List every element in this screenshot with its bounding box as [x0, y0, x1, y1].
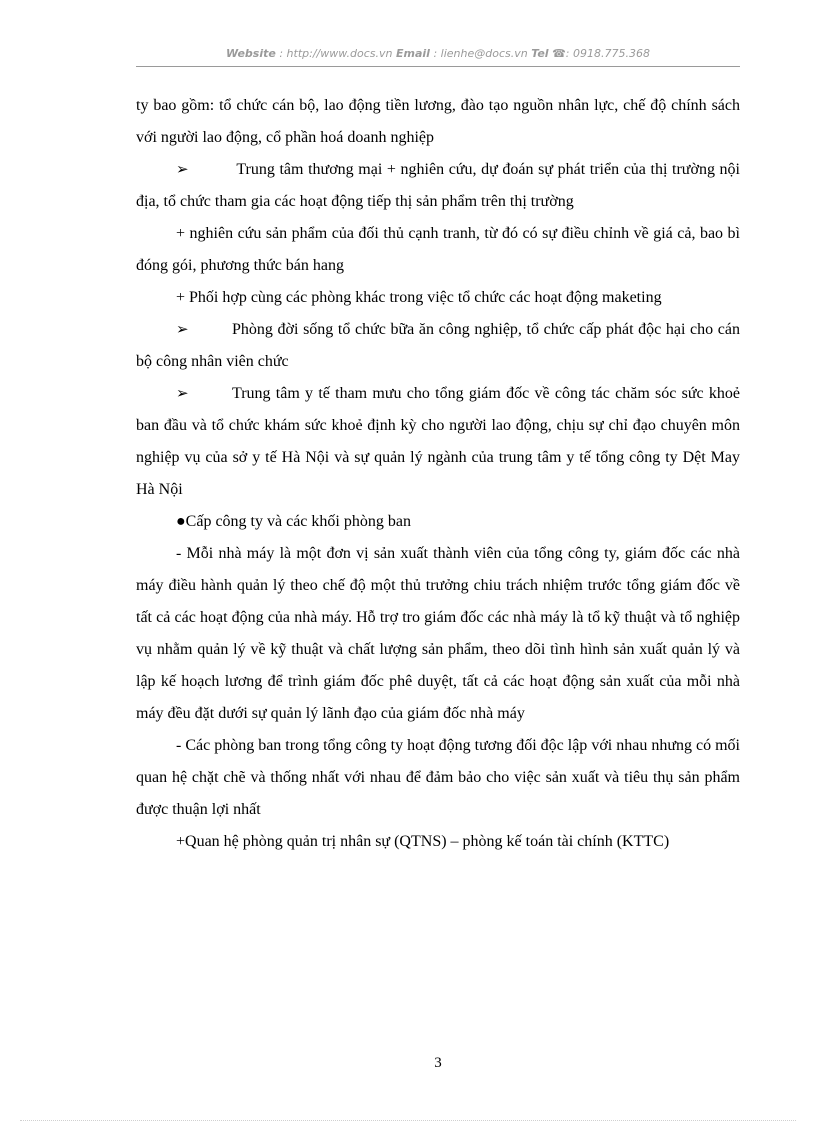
paragraph-2 — [136, 154, 740, 218]
website-label: Website — [226, 47, 276, 60]
paragraph-10: +Quan hệ phòng quản trị nhân sự (QTNS) – phòng kế toán tài chính (KTTC) — [176, 833, 670, 850]
page-number: 3 — [434, 1055, 442, 1071]
arrow-bullet-icon: ➢ — [176, 322, 189, 338]
document-body — [136, 90, 740, 858]
page-header — [136, 47, 740, 60]
paragraph-text: Phòng đời sống tổ chức bữa ăn công nghiệp, tổ chức cấp phát độc hại cho cán bộ công nhân viên chức — [136, 321, 740, 370]
paragraph-8: - Mỗi nhà máy là một đơn vị sản xuất thành viên của tổng công ty, giám đốc các nhà máy điều hành quản lý theo chế độ một thủ trưởng chiu trách nhiệm trước tổng giám đốc về tất cả các hoạt động của nhà máy. Hỗ trợ tro giám đốc các nhà máy là tổ kỹ thuật và tổ nghiệp vụ nhằm quản lý về kỹ thuật và chất lượng sản phẩm, theo dõi tình hình sản xuất quản lý và lập kế hoạch lương để trình giám đốc phê duyệt, tất cả các hoạt động sản xuất của mỗi nhà máy đều đặt dưới sự quản lý lãnh đạo của giám đốc nhà máy — [136, 545, 740, 722]
paragraph-text: Trung tâm y tế tham mưu cho tổng giám đốc về công tác chăm sóc sức khoẻ ban đầu và tổ chức khám sức khoẻ định kỳ cho người lao động, chịu sự chỉ đạo chuyên môn nghiệp vụ của sở y tế Hà Nội và sự quản lý ngành của trung tâm y tế tổng công ty Dệt May Hà Nội — [136, 385, 740, 498]
website-url[interactable]: : http://www.docs.vn — [275, 47, 397, 60]
paragraph-4: + Phối hợp cùng các phòng khác trong việc tổ chức các hoạt động maketing — [176, 289, 662, 306]
tel-label: Tel — [531, 47, 549, 60]
footer-divider — [20, 1120, 796, 1121]
paragraph-text: Trung tâm thương mại + nghiên cứu, dự đoán sự phát triển của thị trường nội địa, tổ chức tham gia các hoạt động tiếp thị sản phẩm trên thị trường — [136, 161, 740, 210]
paragraph-1: ty bao gồm: tổ chức cán bộ, lao động tiền lương, đào tạo nguồn nhân lực, chế độ chính sách với người lao động, cổ phần hoá doanh nghiệp — [136, 97, 740, 146]
telephone-icon: ☎ — [552, 47, 566, 60]
paragraph-3: + nghiên cứu sản phẩm của đối thủ cạnh tranh, từ đó có sự điều chỉnh về giá cả, bao bì đóng gói, phương thức bán hang — [136, 225, 740, 274]
email-label: Email — [396, 47, 430, 60]
paragraph-6 — [136, 378, 740, 506]
arrow-bullet-icon: ➢ — [176, 162, 189, 178]
paragraph-7: ●Cấp công ty và các khối phòng ban — [176, 513, 411, 530]
arrow-bullet-icon: ➢ — [176, 386, 189, 402]
tel-number: : 0918.775.368 — [565, 47, 650, 60]
paragraph-9: - Các phòng ban trong tổng công ty hoạt động tương đối độc lập với nhau nhưng có mối quan hệ chặt chẽ và thống nhất với nhau để đảm bảo cho việc sản xuất và tiêu thụ sản phẩm được thuận lợi nhất — [136, 737, 740, 818]
paragraph-5 — [136, 314, 740, 378]
header-divider — [136, 66, 740, 67]
email-address[interactable]: : lienhe@docs.vn — [429, 47, 532, 60]
